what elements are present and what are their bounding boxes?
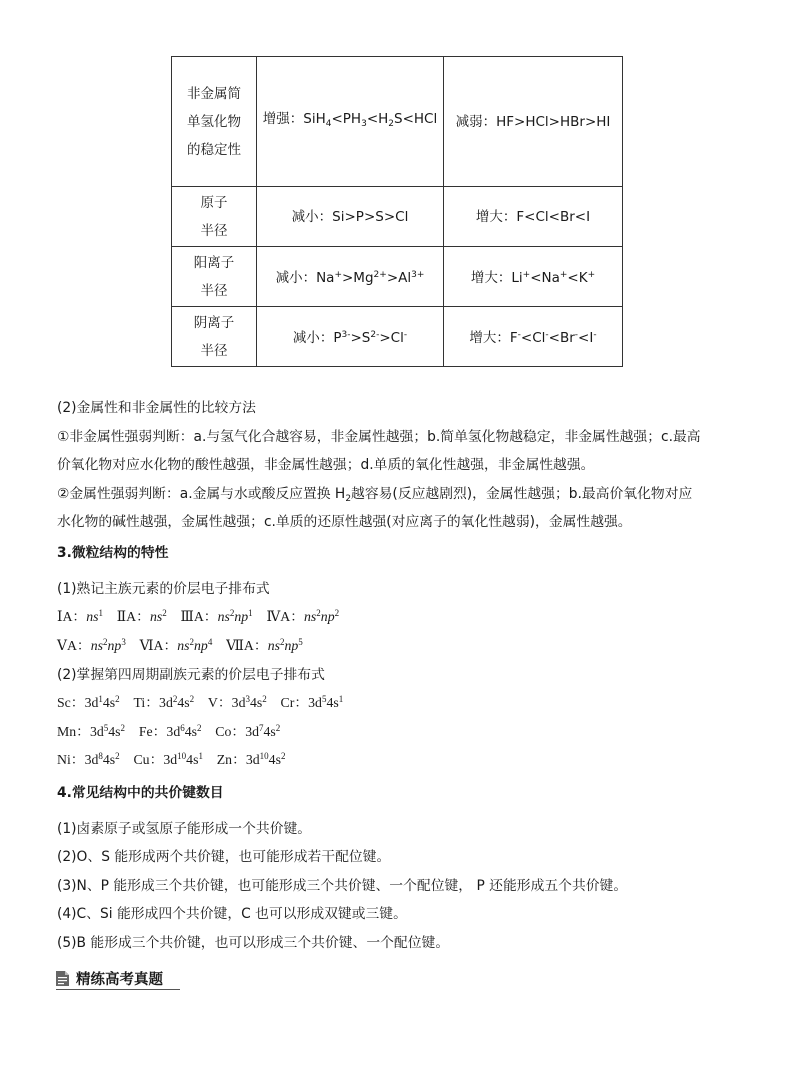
group-trend-cell: 增大：F<Cl<Br<I <box>444 187 623 247</box>
list-item: (2)O、S 能形成两个共价键，也可能形成若干配位键。 <box>57 849 391 865</box>
table-row <box>172 57 623 187</box>
paragraph-line: 价氧化物对应水化物的酸性越强，非金属性越强；d.单质的氧化性越强，非金属性越强。 <box>57 457 595 473</box>
electron-config-row: ⅤA：$ns^2np^3$ ⅥA：$ns^2np^4$ ⅦA：$ns^2np^5$ <box>57 637 303 653</box>
electron-config-row: Sc：$3d^14s^2$ Ti：$3d^24s^2$ V：$3d^34s^2$ Cr：$3d^54s^1$ <box>57 694 344 710</box>
section-3-title: 3.微粒结构的特性 <box>57 545 169 561</box>
row-label: 原子 半径 <box>172 187 257 247</box>
row-label: 阳离子 半径 <box>172 247 257 307</box>
table-row <box>172 307 623 367</box>
paragraph-line: 水化物的碱性越强，金属性越强；c.单质的还原性越强(对应离子的氧化性越弱)，金属性越强。 <box>57 514 632 530</box>
group-trend-cell: 减弱：HF>HCl>HBr>HI <box>444 57 623 187</box>
subsection-heading: (1)熟记主族元素的价层电子排布式 <box>57 581 270 597</box>
group-trend-cell: 增大：F-<Cl-<Br-<I- <box>444 307 623 367</box>
electron-config-row: ⅠA：$ns^1$ ⅡA：$ns^2$ ⅢA：$ns^2np^1$ ⅣA：$ns^2np^2$ <box>57 608 340 624</box>
list-item: (4)C、Si 能形成四个共价键，C 也可以形成双键或三键。 <box>57 906 407 922</box>
period-trend-cell: 减小：$P^{3-}>S^{2-}>Cl^-$ <box>257 307 444 367</box>
electron-config-row: Ni：$3d^84s^2$ Cu：$3d^{10}4s^1$ Zn：$3d^{10}4s^2$ <box>57 751 286 767</box>
electron-config-row: Mn：$3d^54s^2$ Fe：$3d^64s^2$ Co：$3d^74s^2$ <box>57 723 281 739</box>
row-label: 非金属简 单氢化物 的稳定性 <box>172 57 257 187</box>
group-trend-cell: 增大：Li+<Na+<K+ <box>444 247 623 307</box>
document-icon <box>56 971 69 986</box>
properties-table <box>171 56 623 367</box>
period-trend-cell: 增强：$SiH_4<PH_3<H_2S<HCl$ <box>257 57 444 187</box>
paragraph-line: ②金属性强弱判断：a.金属与水或酸反应置换 $H_2$越容易(反应越剧烈)，金属性越强；b.最高价氧化物对应 <box>57 486 693 504</box>
table-row <box>172 187 623 247</box>
row-label: 阴离子 半径 <box>172 307 257 367</box>
list-item: (3)N、P 能形成三个共价键，也可能形成三个共价键、一个配位键， P 还能形成五个共价键。 <box>57 878 628 894</box>
section-4-title: 4.常见结构中的共价键数目 <box>57 785 224 801</box>
subsection-heading: (2)掌握第四周期副族元素的价层电子排布式 <box>57 667 325 683</box>
paragraph-line: ①非金属性强弱判断：a.与氢气化合越容易，非金属性越强；b.简单氢化物越稳定，非金属性越强；c.最高 <box>57 429 701 445</box>
banner-title: 精练高考真题 <box>76 972 163 988</box>
period-trend-cell: 减小：Si>P>S>Cl <box>257 187 444 247</box>
section-2-heading: (2)金属性和非金属性的比较方法 <box>57 400 256 416</box>
list-item: (1)卤素原子或氢原子能形成一个共价键。 <box>57 821 312 837</box>
table-row <box>172 247 623 307</box>
list-item: (5)B 能形成三个共价键，也可以形成三个共价键、一个配位键。 <box>57 935 450 951</box>
period-trend-cell: 减小：$Na^+>Mg^{2+}>Al^{3+}$ <box>257 247 444 307</box>
section-banner <box>56 968 180 990</box>
